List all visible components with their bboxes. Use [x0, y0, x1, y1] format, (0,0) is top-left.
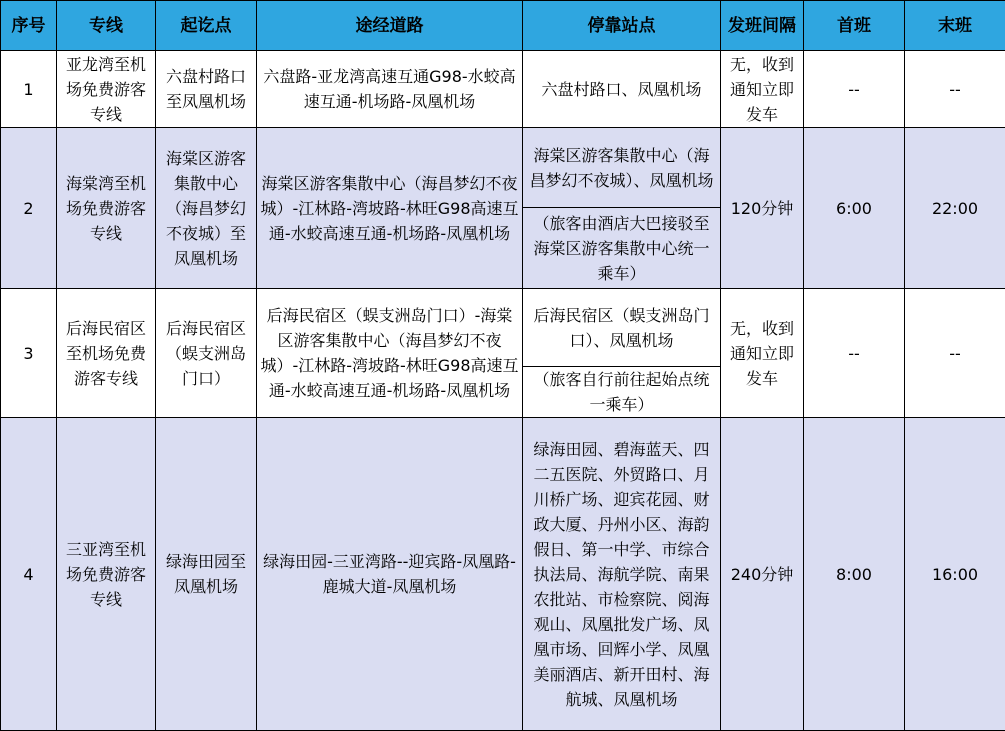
header-endpoints: 起讫点: [156, 1, 257, 51]
cell-line: 三亚湾至机场免费游客专线: [57, 418, 156, 731]
header-route: 途经道路: [257, 1, 523, 51]
cell-first: 8:00: [804, 418, 905, 731]
cell-first: --: [804, 289, 905, 418]
table-row: [1, 128, 1005, 208]
header-line: 专线: [57, 1, 156, 51]
cell-stops: 后海民宿区（蜈支洲岛门口）、凤凰机场: [523, 289, 721, 367]
header-stops: 停靠站点: [523, 1, 721, 51]
cell-interval: 120分钟: [721, 128, 804, 289]
cell-no: 1: [1, 51, 57, 128]
cell-first: 6:00: [804, 128, 905, 289]
cell-endpoints: 六盘村路口至凤凰机场: [156, 51, 257, 128]
cell-stops: 六盘村路口、凤凰机场: [523, 51, 721, 128]
cell-line: 后海民宿区至机场免费游客专线: [57, 289, 156, 418]
cell-no: 4: [1, 418, 57, 731]
cell-last: --: [905, 51, 1005, 128]
table-row: [1, 51, 1005, 128]
header-no: 序号: [1, 1, 57, 51]
cell-route: 后海民宿区（蜈支洲岛门口）-海棠区游客集散中心（海昌梦幻不夜城）-江林路-湾坡路-林旺G98高速互通-水蛟高速互通-机场路-凤凰机场: [257, 289, 523, 418]
cell-endpoints: 海棠区游客集散中心（海昌梦幻不夜城）至凤凰机场: [156, 128, 257, 289]
cell-route: 六盘路-亚龙湾高速互通G98-水蛟高速互通-机场路-凤凰机场: [257, 51, 523, 128]
cell-stops: 海棠区游客集散中心（海昌梦幻不夜城）、凤凰机场: [523, 128, 721, 208]
cell-no: 2: [1, 128, 57, 289]
header-interval: 发班间隔: [721, 1, 804, 51]
cell-endpoints: 后海民宿区（蜈支洲岛门口）: [156, 289, 257, 418]
cell-route: 绿海田园-三亚湾路--迎宾路-凤凰路-鹿城大道-凤凰机场: [257, 418, 523, 731]
cell-interval: 无，收到通知立即发车: [721, 51, 804, 128]
cell-interval: 240分钟: [721, 418, 804, 731]
header-row: [1, 1, 1005, 51]
cell-interval: 无，收到通知立即发车: [721, 289, 804, 418]
cell-first: --: [804, 51, 905, 128]
cell-line: 海棠湾至机场免费游客专线: [57, 128, 156, 289]
cell-stops-note: （旅客自行前往起始点统一乘车）: [523, 367, 721, 418]
cell-stops: 绿海田园、碧海蓝天、四二五医院、外贸路口、月川桥广场、迎宾花园、财政大厦、丹州小区、海韵假日、第一中学、市综合执法局、海航学院、南果农批站、市检察院、阅海观山、凤凰批发广场、凤凰市场、回辉小学、凤凰美丽酒店、新开田村、海航城、凤凰机场: [523, 418, 721, 731]
cell-endpoints: 绿海田园至凤凰机场: [156, 418, 257, 731]
cell-route: 海棠区游客集散中心（海昌梦幻不夜城）-江林路-湾坡路-林旺G98高速互通-水蛟高速互通-机场路-凤凰机场: [257, 128, 523, 289]
header-first: 首班: [804, 1, 905, 51]
cell-last: 22:00: [905, 128, 1005, 289]
cell-no: 3: [1, 289, 57, 418]
table-row: [1, 289, 1005, 367]
cell-last: --: [905, 289, 1005, 418]
table-row: [1, 418, 1005, 731]
cell-stops-note: （旅客由酒店大巴接驳至海棠区游客集散中心统一乘车）: [523, 208, 721, 289]
header-last: 末班: [905, 1, 1005, 51]
cell-last: 16:00: [905, 418, 1005, 731]
cell-line: 亚龙湾至机场免费游客专线: [57, 51, 156, 128]
